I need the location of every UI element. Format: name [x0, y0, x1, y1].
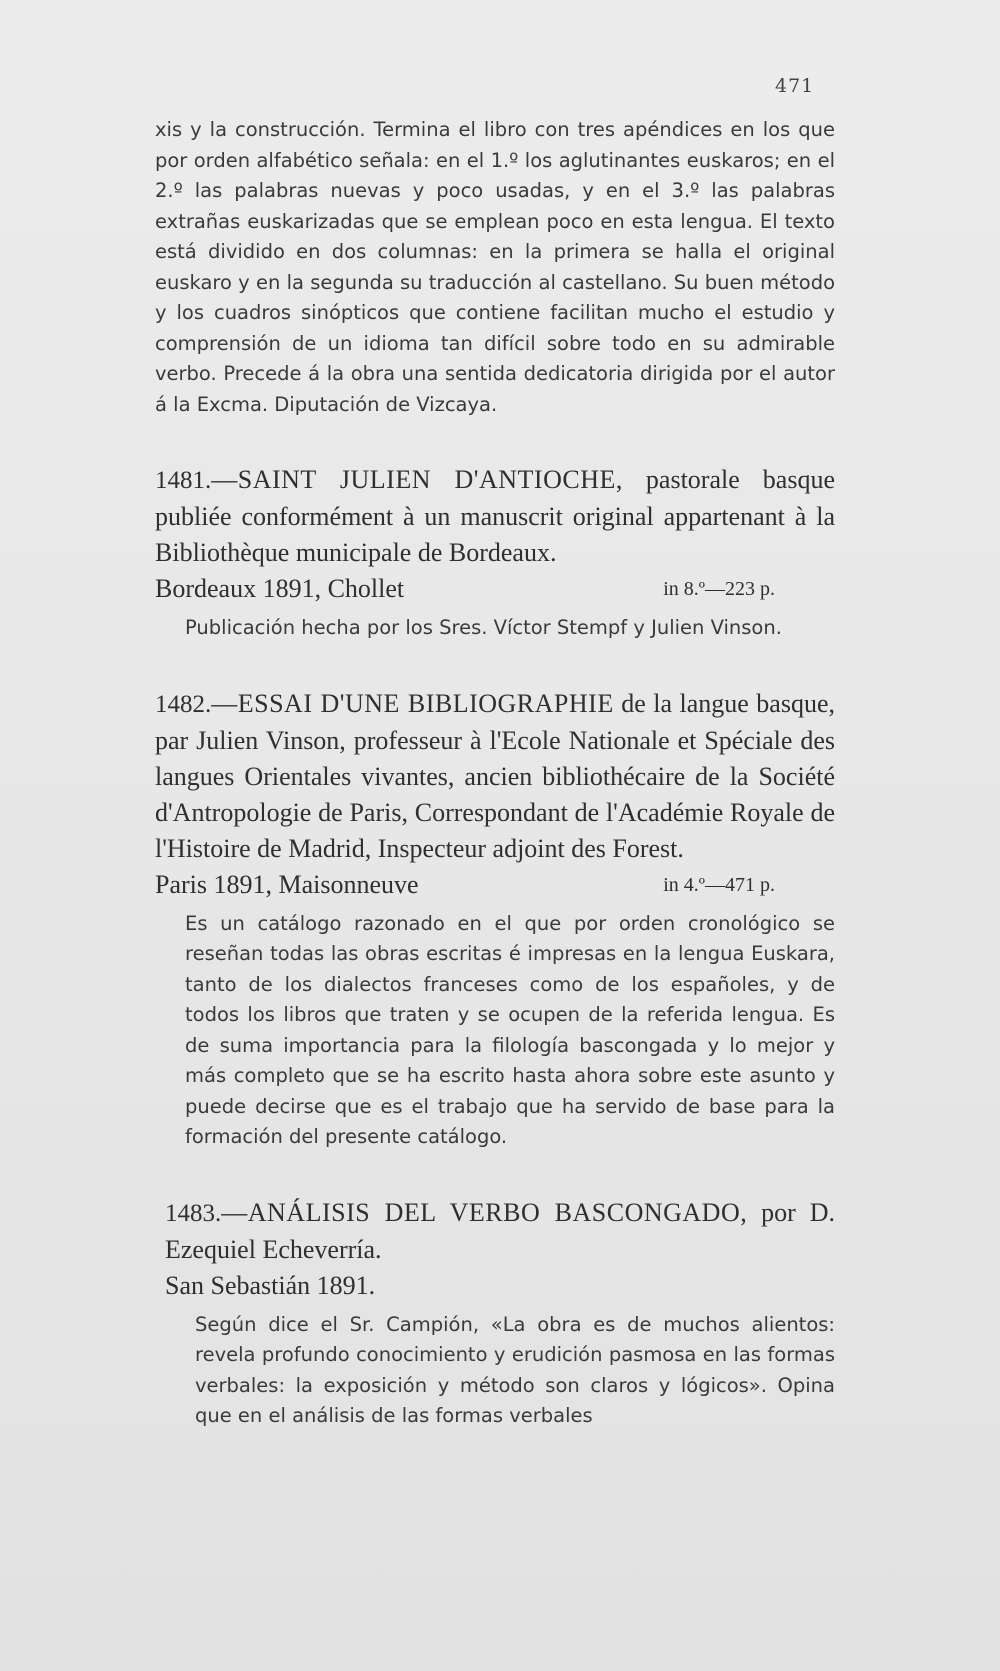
bibliography-entry-1481	[155, 462, 835, 644]
entry-imprint: San Sebastián 1891.	[165, 1270, 376, 1300]
entry-note: Según dice el Sr. Campión, «La obra es de muchos alientos: revela profundo conocimiento y erudición pasmosa en las formas verbales: la exposición y método son claros y lógicos». Opina que en el análisis de las formas verbales	[195, 1312, 835, 1427]
entry-format: in 4.º—471 p.	[663, 873, 775, 896]
entry-imprint: Paris 1891, Maisonneuve	[155, 869, 419, 899]
entry-title: —SAINT JULIEN D'ANTIOCHE,	[211, 465, 623, 494]
entry-note: Publicación hecha por los Sres. Víctor Stempf y Julien Vinson.	[185, 616, 782, 639]
entry-heading	[155, 686, 835, 867]
entry-note: Es un catálogo razonado en el que por orden cronológico se reseñan todas las obras escritas é impresas en la lengua Euskara, tanto de los dialectos franceses como de los españoles, y de todos los libros que traten y se ocupen de la referida lengua. Es de suma importancia para la filología bascongada y lo mejor y más completo que se ha escrito hasta ahora sobre este asunto y puede decirse que es el trabajo que ha servido de base para la formación del presente catálogo.	[185, 911, 835, 1148]
entry-format: in 8.º—223 p.	[663, 578, 775, 600]
entry-number: 1483.	[165, 1199, 222, 1227]
entry-imprint-line	[155, 571, 835, 607]
bibliography-entry-1482	[155, 686, 835, 1153]
entry-imprint-line	[155, 867, 835, 903]
entry-number: 1481.	[155, 467, 212, 494]
page-content	[155, 115, 835, 1432]
bibliography-entry-1483	[155, 1195, 835, 1432]
entry-description: por D. Ezequiel Echeverría.	[165, 1197, 836, 1264]
entry-title: —ANÁLISIS DEL VERBO BASCONGADO,	[221, 1197, 748, 1227]
entry-description: pastorale basque publiée conformément à un manuscrit original appartenant à la Bibliothèque municipale de Bordeaux.	[155, 465, 835, 567]
entry-description: de la langue basque, par Julien Vinson, professeur à l'Ecole Nationale et Spéciale des langues Orientales vivantes, ancien bibliothécaire de la Société d'Antropologie de Paris, Correspondant de l'Académie Royale de l'Histoire de Madrid, Inspecteur adjoint des Forest.	[155, 688, 835, 863]
entry-imprint-line	[165, 1268, 835, 1304]
entry-heading	[155, 462, 835, 571]
intro-paragraph: xis y la construcción. Termina el libro con tres apéndices en los que por orden alfabético señala: en el 1.º los aglutinantes euskaros; en el 2.º las palabras nuevas y poco usadas, y en el 3.º las palabras extrañas euskarizadas que se emplean poco en esta lengua. El texto está dividido en dos columnas: en la primera se halla el original euskaro y en la segunda su traducción al castellano. Su buen método y los cuadros sinópticos que contiene facilitan mucho el estudio y comprensión de un idioma tan difícil sobre todo en su admirable verbo. Precede á la obra una sentida dedicatoria dirigida por el autor á la Excma. Diputación de Vizcaya.	[155, 118, 835, 416]
entry-imprint: Bordeaux 1891, Chollet	[155, 574, 405, 603]
page-number: 471	[775, 75, 815, 97]
entry-number: 1482.	[155, 690, 212, 718]
entry-heading	[165, 1195, 835, 1268]
entry-title: —ESSAI D'UNE BIBLIOGRAPHIE	[211, 688, 614, 718]
